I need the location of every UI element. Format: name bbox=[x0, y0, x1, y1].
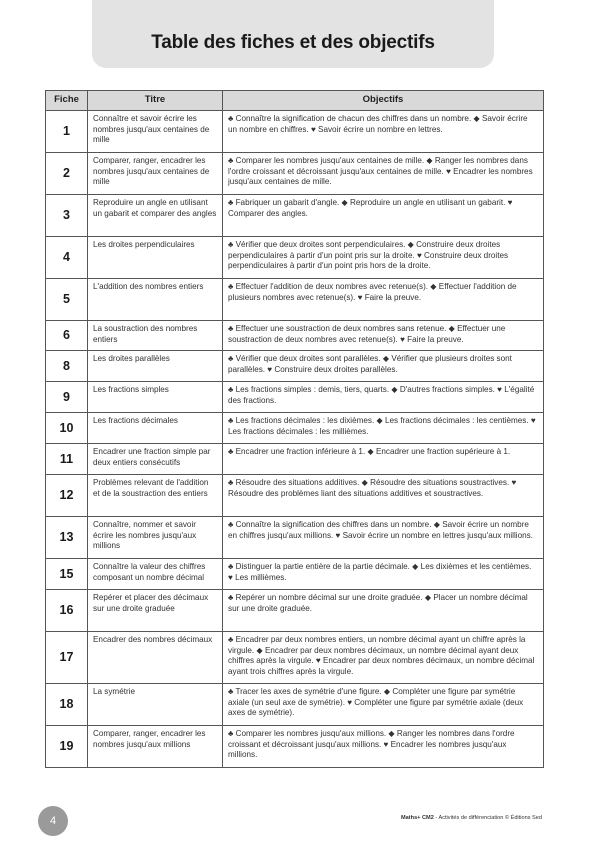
table-row bbox=[46, 237, 544, 279]
fiche-objectives: ♣ Les fractions simples : demis, tiers, quarts. ◆ D'autres fractions simples. ♥ L'égalité des fractions. bbox=[223, 382, 544, 413]
fiche-title: L'addition des nombres entiers bbox=[88, 279, 223, 321]
fiche-title: Connaître et savoir écrire les nombres jusqu'aux centaines de mille bbox=[88, 111, 223, 153]
fiche-title: Repérer et placer des décimaux sur une droite graduée bbox=[88, 590, 223, 632]
table-row bbox=[46, 413, 544, 444]
fiche-objectives: ♣ Distinguer la partie entière de la partie décimale. ◆ Les dixièmes et les centièmes. ♥ Les millièmes. bbox=[223, 559, 544, 590]
fiche-title: Comparer, ranger, encadrer les nombres jusqu'aux centaines de mille bbox=[88, 153, 223, 195]
fiche-number: 10 bbox=[46, 413, 88, 444]
fiche-objectives: ♣ Comparer les nombres jusqu'aux centaines de mille. ◆ Ranger les nombres dans l'ordre croissant et décroissant jusqu'aux centaines de mille. ♥ Encadrer les nombres jusqu'aux centaines de mille. bbox=[223, 153, 544, 195]
table-row bbox=[46, 684, 544, 726]
footer-credit bbox=[401, 815, 542, 821]
fiche-title: Les fractions simples bbox=[88, 382, 223, 413]
column-header-fiche: Fiche bbox=[46, 91, 88, 111]
fiche-title: La symétrie bbox=[88, 684, 223, 726]
table-row bbox=[46, 590, 544, 632]
fiche-objectives: ♣ Les fractions décimales : les dixièmes. ◆ Les fractions décimales : les centièmes. ♥ Les fractions décimales : les millièmes. bbox=[223, 413, 544, 444]
fiche-title: Les droites parallèles bbox=[88, 351, 223, 382]
fiche-title: Les fractions décimales bbox=[88, 413, 223, 444]
fiche-title: La soustraction des nombres entiers bbox=[88, 321, 223, 351]
fiche-objectives: ♣ Vérifier que deux droites sont perpendiculaires. ◆ Construire deux droites perpendiculaires à partir d'un point pris sur la droite. ♥ Construire deux droites perpendiculaires à partir d'un point pris hors de la droite. bbox=[223, 237, 544, 279]
fiche-title: Reproduire un angle en utilisant un gabarit et comparer des angles bbox=[88, 195, 223, 237]
fiche-objectives: ♣ Vérifier que deux droites sont parallèles. ◆ Vérifier que plusieurs droites sont parallèles. ♥ Construire deux droites parallèles. bbox=[223, 351, 544, 382]
fiche-objectives: ♣ Repérer un nombre décimal sur une droite graduée. ◆ Placer un nombre décimal sur une droite graduée. bbox=[223, 590, 544, 632]
fiche-number: 12 bbox=[46, 475, 88, 517]
fiche-number: 8 bbox=[46, 351, 88, 382]
fiche-number: 5 bbox=[46, 279, 88, 321]
footer-credit-text: - Activités de différenciation © Éditions Sed bbox=[433, 815, 542, 821]
table-row bbox=[46, 279, 544, 321]
table-row bbox=[46, 351, 544, 382]
fiche-objectives: ♣ Comparer les nombres jusqu'aux millions. ◆ Ranger les nombres dans l'ordre croissant et décroissant jusqu'aux millions. ♥ Encadrer les nombres jusqu'aux millions. bbox=[223, 726, 544, 768]
fiche-title: Connaître, nommer et savoir écrire les nombres jusqu'aux millions bbox=[88, 517, 223, 559]
fiche-number: 9 bbox=[46, 382, 88, 413]
fiche-number: 16 bbox=[46, 590, 88, 632]
fiche-number: 3 bbox=[46, 195, 88, 237]
fiche-number: 15 bbox=[46, 559, 88, 590]
fiche-title: Encadrer une fraction simple par deux entiers consécutifs bbox=[88, 444, 223, 475]
fiche-objectives: ♣ Connaître la signification de chacun des chiffres dans un nombre. ◆ Savoir écrire un nombre en chiffres. ♥ Savoir écrire un nombre en lettres. bbox=[223, 111, 544, 153]
fiche-number: 18 bbox=[46, 684, 88, 726]
table-row bbox=[46, 382, 544, 413]
fiche-title: Problèmes relevant de l'addition et de la soustraction des entiers bbox=[88, 475, 223, 517]
table-row bbox=[46, 444, 544, 475]
fiche-objectives: ♣ Encadrer par deux nombres entiers, un nombre décimal ayant un chiffre après la virgule. ◆ Encadrer par deux nombres décimaux, un nombre décimal ayant deux chiffres après la virgule. ♥ Encadrer par deux nombres décimaux, un nombre décimal ayant trois chiffres après la virgule. bbox=[223, 632, 544, 684]
fiche-number: 4 bbox=[46, 237, 88, 279]
fiche-objectives: ♣ Effectuer une soustraction de deux nombres sans retenue. ◆ Effectuer une soustraction de deux nombres avec retenue(s). ♥ Faire la preuve. bbox=[223, 321, 544, 351]
fiche-objectives: ♣ Encadrer une fraction inférieure à 1. ◆ Encadrer une fraction supérieure à 1. bbox=[223, 444, 544, 475]
page-number-badge: 4 bbox=[38, 806, 68, 836]
fiche-number: 1 bbox=[46, 111, 88, 153]
table-row bbox=[46, 517, 544, 559]
fiche-objectives: ♣ Résoudre des situations additives. ◆ Résoudre des situations soustractives. ♥ Résoudre des problèmes liant des situations additives et soustractives. bbox=[223, 475, 544, 517]
fiche-title: Connaître la valeur des chiffres composant un nombre décimal bbox=[88, 559, 223, 590]
table-row bbox=[46, 559, 544, 590]
objectives-table bbox=[45, 90, 544, 768]
page-title: Table des fiches et des objectifs bbox=[151, 32, 435, 53]
table-row bbox=[46, 632, 544, 684]
table-row bbox=[46, 321, 544, 351]
fiche-number: 2 bbox=[46, 153, 88, 195]
table-row bbox=[46, 153, 544, 195]
footer-brand: Maths+ CM2 bbox=[401, 815, 434, 821]
fiche-number: 13 bbox=[46, 517, 88, 559]
fiche-number: 17 bbox=[46, 632, 88, 684]
fiche-number: 6 bbox=[46, 321, 88, 351]
fiche-objectives: ♣ Tracer les axes de symétrie d'une figure. ◆ Compléter une figure par symétrie axiale (un seul axe de symétrie). ♥ Compléter une figure par symétrie axiale (deux axes de symétrie). bbox=[223, 684, 544, 726]
fiche-number: 19 bbox=[46, 726, 88, 768]
fiche-number: 11 bbox=[46, 444, 88, 475]
column-header-titre: Titre bbox=[88, 91, 223, 111]
table-row bbox=[46, 726, 544, 768]
table-row bbox=[46, 111, 544, 153]
table-row bbox=[46, 195, 544, 237]
fiche-objectives: ♣ Connaître la signification des chiffres dans un nombre. ◆ Savoir écrire un nombre en chiffres jusqu'aux millions. ♥ Savoir écrire un nombre en lettres jusqu'aux millions. bbox=[223, 517, 544, 559]
table-header-row bbox=[46, 91, 544, 111]
column-header-objectifs: Objectifs bbox=[223, 91, 544, 111]
fiche-objectives: ♣ Effectuer l'addition de deux nombres avec retenue(s). ◆ Effectuer l'addition de plusieurs nombres avec retenue(s). ♥ Faire la preuve. bbox=[223, 279, 544, 321]
table-row bbox=[46, 475, 544, 517]
fiche-objectives: ♣ Fabriquer un gabarit d'angle. ◆ Reproduire un angle en utilisant un gabarit. ♥ Comparer des angles. bbox=[223, 195, 544, 237]
fiche-title: Comparer, ranger, encadrer les nombres jusqu'aux millions bbox=[88, 726, 223, 768]
fiche-title: Encadrer des nombres décimaux bbox=[88, 632, 223, 684]
fiche-title: Les droites perpendiculaires bbox=[88, 237, 223, 279]
